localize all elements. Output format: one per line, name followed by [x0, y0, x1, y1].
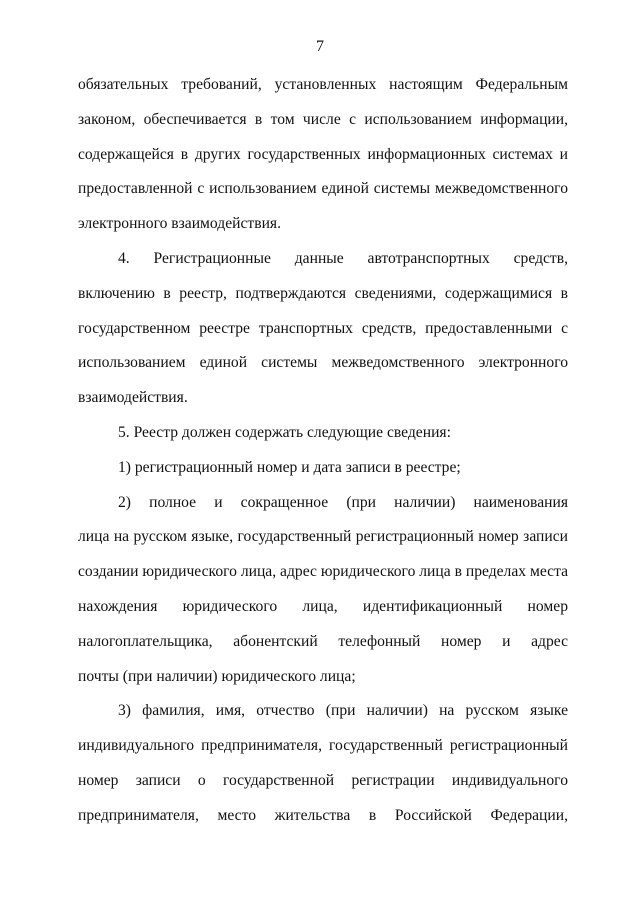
text-line: почты (при наличии) юридического лица; [78, 667, 356, 685]
text-line: обязательных требований, установленных настоящим Федеральным [78, 76, 568, 93]
text-line: государственном реестре транспортных средств, предоставленными с [78, 319, 568, 337]
paragraph [78, 68, 568, 242]
text-line: предпринимателя, место жительства в Российской Федерации, [78, 806, 568, 824]
text-line: номер записи о государственной регистрации индивидуального [78, 771, 568, 789]
text-line: предоставленной с использованием единой системы межведомственного [78, 180, 568, 198]
text-line: 3) фамилия, имя, отчество (при наличии) на русском языке [118, 702, 568, 720]
list-item-2 [78, 486, 568, 695]
text-line: 4. Регистрационные данные автотранспортных средств, [118, 249, 568, 267]
text-line: электронного взаимодействия. [78, 215, 281, 233]
text-line: включению в реестр, подтверждаются сведениями, содержащимися в [78, 284, 568, 302]
paragraph-5 [78, 416, 568, 451]
text-line: 1) регистрационный номер и дата записи в реестре; [118, 458, 461, 476]
paragraph-4 [78, 242, 568, 416]
text-line: нахождения юридического лица, идентификационный номер [78, 597, 568, 615]
text-line: содержащейся в других государственных информационных системах и [78, 145, 568, 163]
page-number: 7 [316, 38, 324, 55]
text-line: 2) полное и сокращенное (при наличии) наименования [118, 493, 568, 511]
text-line: создании юридического лица, адрес юридического лица в пределах места [78, 563, 568, 581]
text-line: законом, обеспечивается в том числе с использованием информации, [78, 110, 568, 128]
document-body [78, 68, 568, 834]
text-line: налогоплательщика, абонентский телефонный номер и адрес [78, 632, 568, 650]
text-line: индивидуального предпринимателя, государственный регистрационный [78, 737, 568, 755]
text-line: использованием единой системы межведомственного электронного [78, 354, 568, 372]
list-item-3 [78, 694, 568, 833]
text-line: 5. Реестр должен содержать следующие сведения: [118, 423, 451, 441]
list-item-1 [78, 451, 568, 486]
text-line: взаимодействия. [78, 389, 188, 407]
text-line: лица на русском языке, государственный регистрационный номер записи [78, 528, 568, 546]
